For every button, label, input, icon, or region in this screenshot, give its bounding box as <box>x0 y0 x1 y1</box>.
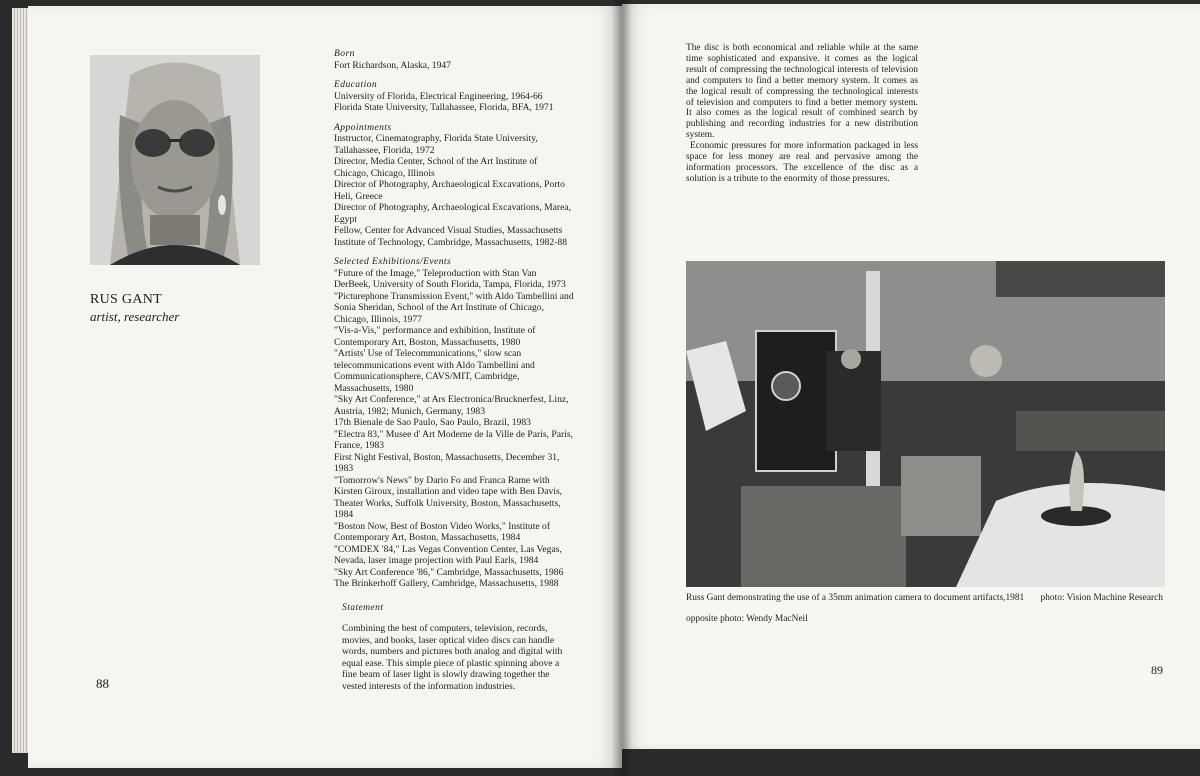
photo-caption: Russ Gant demonstrating the use of a 35mm animation camera to document artifacts,1981 <box>686 593 1025 603</box>
exhibition-entry: The Brinkerhoff Gallery, Cambridge, Massachusetts, 1988 <box>334 578 559 589</box>
section-heading-born: Born <box>334 48 355 59</box>
artist-name: RUS GANT <box>90 292 163 307</box>
exhibition-entry: "Sky Art Conference," at Ars Electronica/Brucknerfest, Linz, Austria, 1982; Munich, Germany, 1983 <box>334 394 569 417</box>
born-entry: Fort Richardson, Alaska, 1947 <box>334 59 451 71</box>
essay-paragraph: Economic pressures for more information packaged in less space for less money are real and pervasive among the information processors. The excellence of the disc as a solution is a tribute to the enormity of those pressures. <box>686 141 918 184</box>
photo-credit: photo: Vision Machine Research <box>1040 593 1163 603</box>
statement-heading: Statement <box>342 601 384 613</box>
exhibition-entry: "Future of the Image," Teleproduction with Stan Van DerBeek, University of South Florida, Tampa, Florida, 1973 <box>334 267 566 290</box>
appointment-entry: Instructor, Cinematography, Florida State University, Tallahassee, Florida, 1972 <box>334 133 538 156</box>
book-gutter <box>612 0 632 776</box>
exhibition-entry: "Artists' Use of Telecommunications," slow scan telecommunications event with Aldo Tambellini and Communicationsphere, CAVS/MIT, Cambridge, Massachusetts, 1980 <box>334 348 535 394</box>
appointment-entry: Fellow, Center for Advanced Visual Studies, Massachusetts Institute of Technology, Cambridge, Massachusetts, 1982-88 <box>334 225 568 248</box>
exhibition-entry: "Boston Now, Best of Boston Video Works," Institute of Contemporary Art, Boston, Massachusetts, 1984 <box>334 520 551 543</box>
artist-role: artist, researcher <box>90 309 180 324</box>
section-heading-exhibitions: Selected Exhibitions/Events <box>334 256 452 267</box>
section-heading-appointments: Appointments <box>334 121 392 133</box>
artist-name-block <box>90 292 290 325</box>
page-number-left: 88 <box>96 676 109 691</box>
essay-paragraph: The disc is both economical and reliable while at the same time sophisticated and expansive. it comes as the logical result of compressing the technological interests of television and computers to find a better memory system. It comes as the logical result of compressing the technological interests of television and computers to find a better memory system. It also comes as the logical result of combined search by publishing and recording industries for a new distribution system. <box>686 43 918 141</box>
page-number-right: 89 <box>1151 663 1163 677</box>
exhibition-entry: "COMDEX '84," Las Vegas Convention Center, Las Vegas, Nevada, laser image projection with Paul Earls, 1984 <box>334 543 562 566</box>
exhibition-entry: 17th Bienale de Sao Paulo, Sao Paulo, Brazil, 1983 <box>334 417 531 428</box>
studio-photograph <box>686 261 1165 587</box>
exhibition-entry: "Tomorrow's News" by Dario Fo and Franca Rame with Kirsten Giroux, installation and video tape with Ben Davis, Theater Works, Suffolk University, Boston, Massachusetts, 1984 <box>334 474 563 520</box>
section-heading-education: Education <box>334 79 378 90</box>
artist-portrait-photo <box>90 55 260 265</box>
bio-column <box>334 48 574 692</box>
photo-caption-line <box>686 593 1166 603</box>
exhibition-entry: "Picturephone Transmission Event," with Aldo Tambellini and Sonia Sheridan, School of the Art Institute of Chicago, Chicago, Illinois, 1977 <box>334 290 574 325</box>
education-entry: Florida State University, Tallahassee, Florida, BFA, 1971 <box>334 102 554 113</box>
statement-text: Combining the best of computers, television, records, movies, and books, laser optical video discs can handle words, numbers and pictures both analog and digital with equal ease. This simple piece of plastic spinning above a fine beam of laser light is slowly drawing together the vested interests of the information industries. <box>342 623 563 692</box>
essay-column <box>686 43 918 185</box>
appointment-entry: Director, Media Center, School of the Art Institute of Chicago, Chicago, Illinois <box>334 156 538 179</box>
exhibition-entry: "Electra 83," Musee d' Art Moderne de la Ville de Paris, Paris, France, 1983 <box>334 428 573 451</box>
exhibition-entry: "Vis-a-Vis," performance and exhibition, Institute of Contemporary Art, Boston, Massachusetts, 1980 <box>334 325 536 348</box>
appointment-entry: Director of Photography, Archaeological Excavations, Marea, Egypt <box>334 202 572 225</box>
appointment-entry: Director of Photography, Archaeological Excavations, Porto Heli, Greece <box>334 179 565 202</box>
exhibition-entry: "Sky Art Conference '86," Cambridge, Massachusetts, 1986 <box>334 566 564 578</box>
education-entry: University of Florida, Electrical Engineering, 1964-66 <box>334 90 543 102</box>
exhibition-entry: First Night Festival, Boston, Massachusetts, December 31, 1983 <box>334 451 560 474</box>
opposite-photo-credit: opposite photo: Wendy MacNeil <box>686 614 808 624</box>
